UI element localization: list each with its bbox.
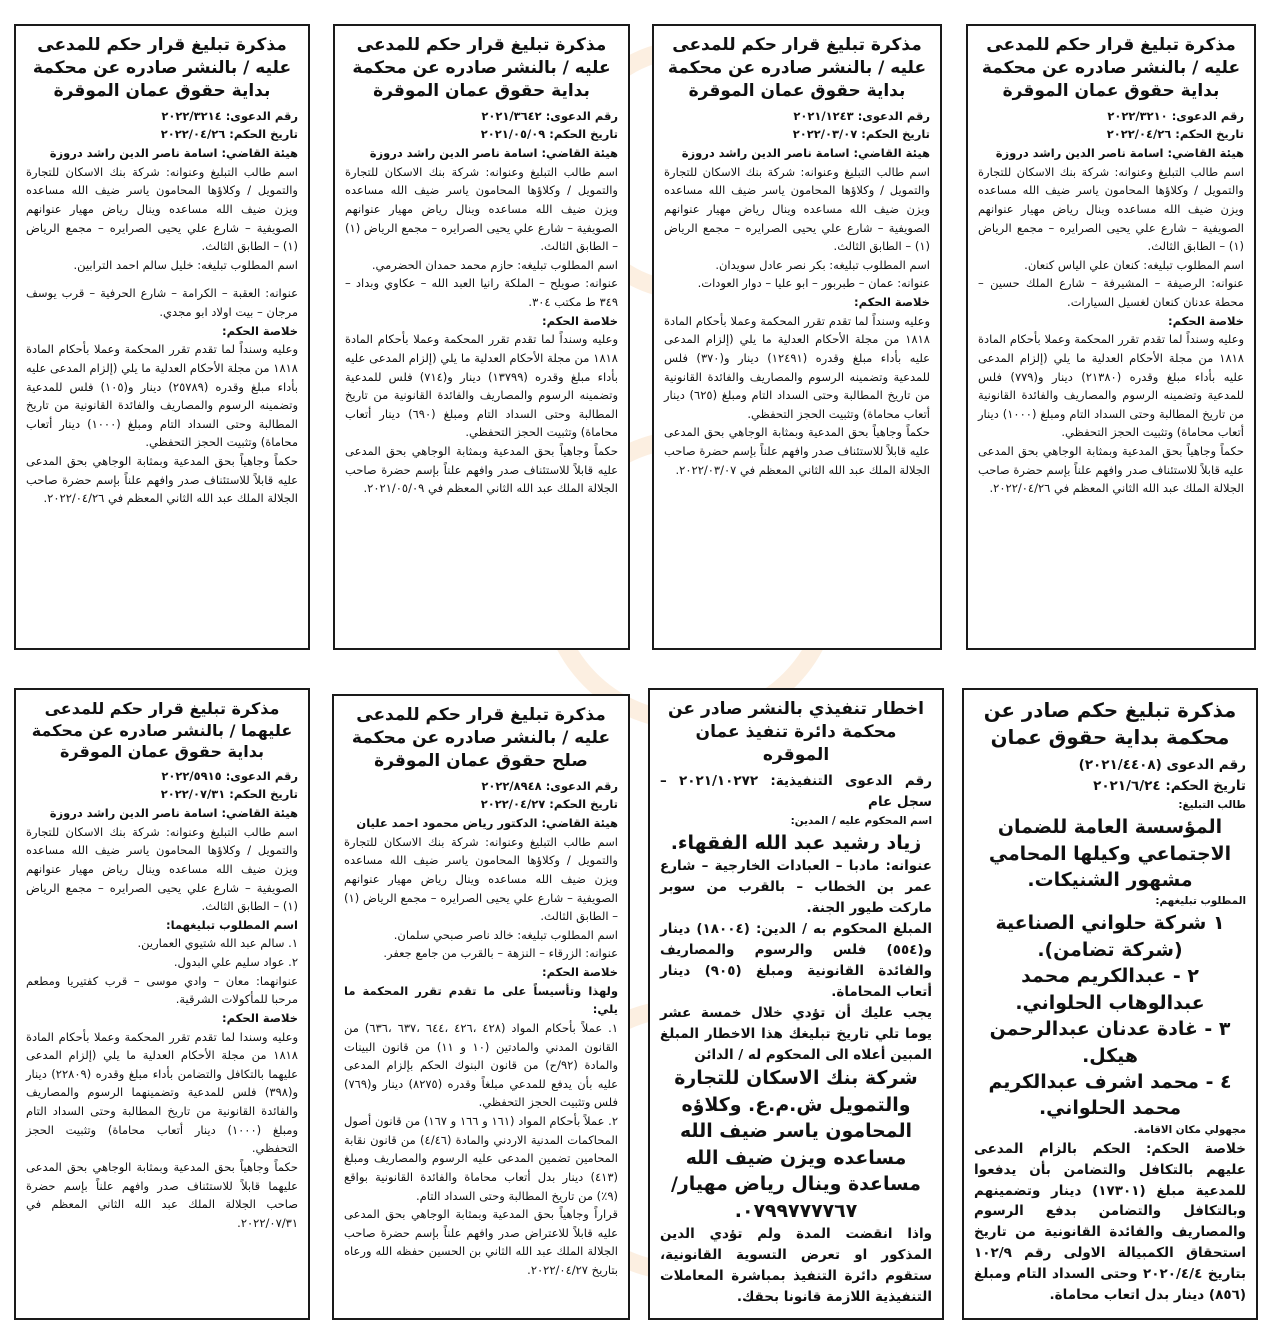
notice-line: حكماً وجاهياً بحق المدعية وبمثابة الوجاهي بحق المدعى عليهما قابلاً للاستئناف صدر وافهم علناً بإسم حضرة صاحب الجلالة الملك عبد الله الثاني المعظم في ٢٠٢٢/٠٧/٣١.	[26, 1159, 298, 1230]
notice-body	[26, 107, 298, 508]
notice-line: وعليه وسنداً لما تقدم تقرر المحكمة وعملا بأحكام المادة ١٨١٨ من مجلة الأحكام العدلية ما يلي (إلزام المدعى عليه بأداء مبلغ وقدره (٢٥٧٨٩) دينار و(١٠٥) فلس للمدعية وتضمينه الرسوم والمصاريف والفائدة القانونية من تاريخ المطالبة وحتى السداد التام ومبلغ (١٠٠٠) دينار أتعاب محاماة) وتثبيت الحجز التحفظي.	[26, 342, 298, 450]
notice-line: شركة بنك الاسكان للتجارة والتمويل ش.م.ع. وكلاؤه المحامون ياسر ضيف الله مساعده ويزن ضيف الله مساعدة وينال رياض مهيار/ ٠٧٩٩٧٧٧٧٦٧.	[671, 1067, 921, 1222]
notice-card	[648, 688, 944, 1320]
notice-title: مذكرة تبليغ قرار حكم للمدعى عليهما / بالنشر صادره عن محكمة بداية حقوق عمان الموقرة	[31, 699, 293, 762]
notice-body	[974, 755, 1246, 1306]
notice-line: وعليه وسنداً لما تقدم تقرر المحكمة وعملا بأحكام المادة ١٨١٨ من مجلة الأحكام العدلية ما يلي (إلزام المدعى عليه بأداء مبلغ وقدره (٢١٣٨٠) دينار و(٧٧٩) فلس للمدعية وتضمينه الرسوم والمصاريف والفائدة القانونية من تاريخ المطالبة وحتى السداد التام ومبلغ (١٠٠٠) دينار أتعاب محاماة) وتثبيت الحجز التحفظي.	[978, 332, 1245, 440]
notice-line: ١ شركة حلواني الصناعية (شركة تضامن).	[995, 912, 1225, 961]
notice-line: اسم المطلوب تبليغه: خالد ناصر صبحي سلمان.	[393, 927, 618, 942]
notice-line: حكماً وجاهياً بحق المدعية وبمثابة الوجاهي بحق المدعى عليه قابلاً للاستئناف صدر وافهم علناً بإسم حضرة صاحب الجلالة الملك عبد الله الثاني المعظم في ٢٠٢١/٠٥/٠٩.	[345, 444, 618, 496]
notice-line: هيئة القاضي: اسامة ناصر الدين راشد دروزة	[995, 146, 1244, 161]
notice-card	[966, 24, 1256, 650]
notice-card	[332, 694, 630, 1320]
notice-line: رقم الدعوى: ٢٠٢٢/٥٩١٥	[161, 768, 298, 783]
notice-line: اسم المحكوم عليه / المدين:	[790, 815, 932, 828]
notice-line: خلاصة الحكم:	[854, 295, 930, 310]
notice-line: خلاصة الحكم: الحكم بالزام المدعى عليهم بالتكافل والتضامن بأن يدفعوا للمدعية مبلغ (١٧٣٠١) دينار وتضمينهم وبالتكافل والتضامن بدفع الرسوم والمصاريف والفائدة القانونية من تاريخ استحقاق الكمبيالة الاولى رقم ١٠٢/٩ بتاريخ ٢٠٢٠/٤/٤ وحتى السداد التام ومبلغ (٨٥٦) دينار بدل اتعاب محاماة.	[974, 1140, 1247, 1304]
notice-line: اسم المطلوب تبليغه: كنعان علي الياس كنعان.	[1024, 257, 1244, 272]
notice-line: حكماً وجاهياً بحق المدعية وبمثابة الوجاهي بحق المدعى عليه قابلاً للاستئناف صدر وافهم علناً بإسم حضرة صاحب الجلالة الملك عبد الله الثاني المعظم في ٢٠٢٢/٠٣/٠٧.	[664, 425, 930, 477]
notice-line: وعليه وسندا لما تقدم تقرر المحكمة وعملا بأحكام المادة ١٨١٨ من مجلة الأحكام العدلية ما يلي (إلزام المدعى عليهما بالتكافل والتضامن بأداء مبلغ وقدره (٢٢٨٠٩) دينار و(٣٩٨) فلس للمدعية وتضمينهما الرسوم والمصاريف والفائدة القانونية من تاريخ المطالبة وحتى السداد التام ومبلغ (١٠٠٠) دينار أتعاب محاماة) وتثبيت الحجز التحفظي.	[26, 1029, 298, 1156]
notice-title: مذكرة تبليغ حكم صادر عن محكمة بداية حقوق عمان	[983, 699, 1237, 749]
notice-line: رقم الدعوى التنفيذية: ٢٠٢١/١٠٢٧٢ – سجل عام	[660, 773, 933, 811]
notice-line: اسم طالب التبليغ وعنوانه: شركة بنك الاسكان للتجارة والتمويل / وكلاؤها المحامون ياسر ضيف الله مساعده ويزن ضيف الله مساعده وينال رياض مهيار عنوانهم الصويفية – شارع علي يحيى الصرايره – مجمع الرياض (١) – الطابق الثالث.	[664, 164, 930, 254]
notice-line: واذا انقضت المدة ولم تؤدي الدين المذكور او تعرض التسوية القانونية، ستقوم دائرة التنفيذ بمباشرة المعاملات التنفيذية اللازمة قانونا بحقك.	[660, 1226, 932, 1306]
notice-title: مذكرة تبليغ قرار حكم للمدعى عليه / بالنشر صادره عن محكمة بداية حقوق عمان الموقرة	[352, 35, 611, 101]
notice-line: عنوانهما: معان – وادي موسى – قرب كفتيريا ومطعم مرحبا للمأكولات الشرقية.	[26, 973, 298, 1007]
notice-line: اسم المطلوب تبليغه: بكر نصر عادل سويدان.	[715, 257, 930, 272]
notice-line: تاريخ الحكم: ٢٠٢٢/٠٧/٣١	[160, 787, 298, 802]
notice-line: رقم الدعوى (٢٠٢١/٤٤٠٨)	[1078, 757, 1246, 774]
notice-line: مجهولي مكان الاقامة.	[1133, 1123, 1246, 1136]
notice-line: عنوانه: صويلح – الملكة رانيا العبد الله – عكاوي وبداد – ٣٤٩ ط مكتب ٣٠٤.	[345, 276, 618, 310]
notice-line: هيئة القاضي: اسامة ناصر الدين راشد دروزة	[49, 146, 298, 161]
notice-line: خلاصة الحكم:	[222, 1010, 298, 1025]
notice-line: يجب عليك أن تؤدي خلال خمسة عشر يوما تلي تاريخ تبليغك هذا الاخطار المبلغ المبين أعلاه الى المحكوم له / الدائن	[660, 1004, 932, 1063]
notice-line: هيئة القاضي: الدكتور رياض محمود احمد عليان	[356, 816, 618, 831]
notice-line: ٢. عواد سليم علي البدول.	[173, 955, 298, 970]
notice-line: خلاصة الحكم:	[542, 965, 618, 980]
notice-line: وعليه وسنداً لما تقدم تقرر المحكمة وعملا بأحكام المادة ١٨١٨ من مجلة الأحكام العدلية ما يلي (إلزام المدعى عليه بأداء مبلغ وقدره (١٢٤٩١) دينار و(٣٧٠) فلس للمدعية وتضمينه الرسوم والمصاريف والفائدة القانونية من تاريخ المطالبة وحتى السداد التام ومبلغ (٦٢٥) دينار أتعاب محاماة) وتثبيت الحجز التحفظي.	[664, 313, 931, 421]
notice-line: هيئة القاضي: اسامة ناصر الدين راشد دروزة	[681, 146, 930, 161]
notice-line: المطلوب تبليغهم:	[1155, 895, 1246, 908]
notice-line: حكماً وجاهياً بحق المدعية وبمثابة الوجاهي بحق المدعى عليه قابلاً للاستئناف صدر وافهم علناً بإسم حضرة صاحب الجلالة الملك عبد الله الثاني المعظم في ٢٠٢٢/٠٤/٢٦.	[978, 444, 1244, 496]
notice-line: عنوانه: الرصيفة – المشيرفة – شارع الملك حسين – محطة عدنان كنعان لغسيل السيارات.	[978, 276, 1244, 310]
notice-line: تاريخ الحكم: ٢٠٢٢/٠٤/٢٦	[1106, 127, 1244, 142]
notice-body	[26, 767, 298, 1233]
notice-line: ولهذا وتأسيساً على ما تقدم تقرر المحكمة ما يلي:	[344, 983, 618, 1017]
notice-title: اخطار تنفيذي بالنشر صادر عن محكمة دائرة تنفيذ عمان الموقره	[668, 699, 924, 766]
notice-line: عنوانه: مادبا – العبادات الخارجية – شارع عمر بن الخطاب – بالقرب من سوبر ماركت طيور الجنة.	[660, 858, 932, 917]
notice-title: مذكرة تبليغ قرار حكم للمدعى عليه / بالنشر صادره عن محكمة بداية حقوق عمان الموقرة	[667, 35, 927, 101]
notice-line: اسم طالب التبليغ وعنوانه: شركة بنك الاسكان للتجارة والتمويل / وكلاؤها المحامون ياسر ضيف الله مساعده ويزن ضيف الله مساعده وينال رياض مهيار عنوانهم الصويفية – شارع علي يحيى الصرايره – مجمع الرياض (١) – الطابق الثالث.	[344, 834, 618, 924]
notice-title: مذكرة تبليغ قرار حكم للمدعى عليه / بالنشر صادره عن محكمة بداية حقوق عمان الموقرة	[32, 35, 292, 101]
notice-line: ١. عملاً بأحكام المواد (٤٢٨ ،٤٢٦ ،٦٤٤ ،٦٣٧ ،٦٣٦) من القانون المدني والمادتين (١٠ و ١١) من قانون البينات والمادة (٩٢/ح) من قانون البنوك الحكم بإلزام المدعى عليه بأن يدفع للمدعي مبلغاً وقدره (٨٢٧٥) دينار و(٧٦٩) فلس وتثبيت الحجز التحفظي.	[344, 1020, 619, 1110]
notice-line: خلاصة الحكم:	[222, 323, 298, 338]
notice-line: رقم الدعوى: ٢٠٢٢/٨٩٤٨	[481, 778, 618, 793]
notice-body	[345, 107, 618, 498]
notice-line: رقم الدعوى: ٢٠٢١/٣٦٤٢	[481, 108, 618, 123]
notice-line: المبلغ المحكوم به / الدين: (١٨٠٠٤) دينار و(٥٥٤) فلس والرسوم والمصاريف والفائدة القانونية ومبلغ (٩٠٥) دينار أتعاب المحاماة.	[660, 921, 932, 1000]
notice-body	[660, 771, 932, 1308]
notice-line: قراراً وجاهياً بحق المدعية وبمثابة الوجاهي بحق المدعى عليه قابلاً للاعتراض صدر وافهم علناً بإسم حضرة صاحب الجلالة الملك عبد الله الثاني بن الحسين حفظه الله ورعاه بتاريخ ٢٠٢٢/٠٤/٢٧.	[344, 1207, 618, 1278]
notice-line: هيئة القاضي: اسامة ناصر الدين راشد دروزة	[369, 146, 618, 161]
notice-line: اسم المطلوب تبليغه: حازم محمد حمدان الحضرمي.	[371, 257, 618, 272]
notice-line: خلاصة الحكم:	[542, 313, 618, 328]
notice-line: اسم طالب التبليغ وعنوانه: شركة بنك الاسكان للتجارة والتمويل / وكلاؤها المحامون ياسر ضيف الله مساعده ويزن ضيف الله مساعده وينال رياض مهيار عنوانهم الصويفية – شارع علي يحيى الصرايره – مجمع الرياض (١) – الطابق الثالث.	[345, 164, 618, 254]
notice-line: تاريخ الحكم: ٢٠٢٢/٠٣/٠٧	[792, 127, 930, 142]
notice-line: هيئة القاضي: اسامة ناصر الدين راشد دروزة	[49, 806, 298, 821]
notice-line: اسم طالب التبليغ وعنوانه: شركة بنك الاسكان للتجارة والتمويل / وكلاؤها المحامون ياسر ضيف الله مساعده ويزن ضيف الله مساعده وينال رياض مهيار عنوانهم الصويفية – شارع علي يحيى الصرايره – مجمع الرياض (١) – الطابق الثالث.	[26, 824, 298, 914]
notice-line: ٢ - عبدالكريم محمد عبدالوهاب الحلواني.	[1015, 965, 1205, 1014]
notice-line: عنوانه: عمان – طبربور – ابو عليا – دوار العودات.	[697, 276, 930, 291]
notice-line: عنوانه: العقبة – الكرامة – شارع الحرفية – قرب يوسف مرجان – بيت اولاد ابو مجدي.	[26, 286, 298, 320]
notice-card	[14, 24, 310, 650]
notice-card	[14, 688, 310, 1320]
notice-card	[652, 24, 942, 650]
notice-line: عنوانه: الزرقاء – النزهة – بالقرب من جامع جعفر.	[383, 946, 618, 961]
notice-line: طالب التبليغ:	[1178, 799, 1246, 812]
notice-line: ١. سالم عبد الله شتيوي العمارين.	[137, 936, 298, 951]
notice-line: ٣ - غادة عدنان عبدالرحمن هيكل.	[989, 1018, 1231, 1067]
notice-line: رقم الدعوى: ٢٠٢١/١٢٤٣	[793, 108, 930, 123]
notice-card	[333, 24, 630, 650]
notice-line: تاريخ الحكم: ٢٠٢٢/٠٤/٢٦	[160, 127, 298, 142]
notice-line: ٢. عملاً بأحكام المواد (١٦١ و ١٦٦ و ١٦٧) من قانون أصول المحاكمات المدنية الاردني والمادة (٤/٤٦) من قانون نقابة المحامين تضمين المدعى عليه الرسوم والمصاريف ومبلغ (٤١٣) دينار بدل أتعاب محاماة والفائدة القانونية بواقع (٩٪) من تاريخ المطالبة وحتى السداد التام.	[344, 1114, 619, 1203]
notice-line: حكماً وجاهياً بحق المدعية وبمثابة الوجاهي بحق المدعى عليه قابلاً للاستئناف صدر وافهم علناً بإسم حضرة صاحب الجلالة الملك عبد الله الثاني المعظم في ٢٠٢٢/٠٤/٢٦.	[26, 454, 298, 506]
spacer	[26, 274, 298, 284]
notice-line: اسم المطلوب تبليغه: خليل سالم احمد الترابين.	[73, 257, 298, 272]
notice-body	[664, 107, 930, 480]
notice-line: تاريخ الحكم: ٢٠٢١/٦/٢٤	[1093, 778, 1246, 795]
notice-line: اسم طالب التبليغ وعنوانه: شركة بنك الاسكان للتجارة والتمويل / وكلاؤها المحامون ياسر ضيف الله مساعده ويزن ضيف الله مساعده وينال رياض مهيار عنوانهم الصويفية – شارع علي يحيى الصرايره – مجمع الرياض (١) – الطابق الثالث.	[978, 164, 1244, 254]
notice-line: المؤسسة العامة للضمان الاجتماعي وكيلها المحامي مشهور الشنيكات.	[988, 816, 1232, 891]
notice-title: مذكرة تبليغ قرار حكم للمدعى عليه / بالنشر صادره عن محكمة بداية حقوق عمان الموقرة	[981, 35, 1241, 101]
notice-line: زياد رشيد عبد الله الفقهاء.	[670, 831, 922, 854]
notice-line: رقم الدعوى: ٢٠٢٢/٣٢١٤	[161, 108, 298, 123]
notice-title: مذكرة تبليغ قرار حكم للمدعى عليه / بالنشر صادره عن محكمة صلح حقوق عمان الموقرة	[351, 705, 611, 771]
notice-line: ٤ - محمد اشرف عبدالكريم محمد الحلواني.	[988, 1071, 1232, 1120]
notice-card	[962, 688, 1258, 1320]
notice-line: خلاصة الحكم:	[1168, 313, 1244, 328]
notice-line: تاريخ الحكم: ٢٠٢١/٠٥/٠٩	[480, 127, 618, 142]
notice-line: اسم المطلوب تبليغهما:	[165, 917, 298, 932]
notice-body	[978, 107, 1244, 498]
notice-body	[344, 777, 618, 1280]
notice-line: اسم طالب التبليغ وعنوانه: شركة بنك الاسكان للتجارة والتمويل / وكلاؤها المحامون ياسر ضيف الله مساعده ويزن ضيف الله مساعده وينال رياض مهيار عنوانهم الصويفية – شارع علي يحيى الصرايره – مجمع الرياض (١) – الطابق الثالث.	[26, 164, 298, 254]
notice-line: وعليه وسنداً لما تقدم تقرر المحكمة وعملا بأحكام المادة ١٨١٨ من مجلة الأحكام العدلية ما يلي (إلزام المدعى عليه بأداء مبلغ وقدره (١٣٧٩٩) دينار و(٧١٤) فلس للمدعية وتضمينه الرسوم والمصاريف والفائدة القانونية من تاريخ المطالبة وحتى السداد التام ومبلغ (٦٩٠) دينار أتعاب محاماة) وتثبيت الحجز التحفظي.	[345, 332, 619, 440]
notice-line: رقم الدعوى: ٢٠٢٢/٣٢١٠	[1107, 108, 1244, 123]
notice-line: تاريخ الحكم: ٢٠٢٢/٠٤/٢٧	[480, 797, 618, 812]
